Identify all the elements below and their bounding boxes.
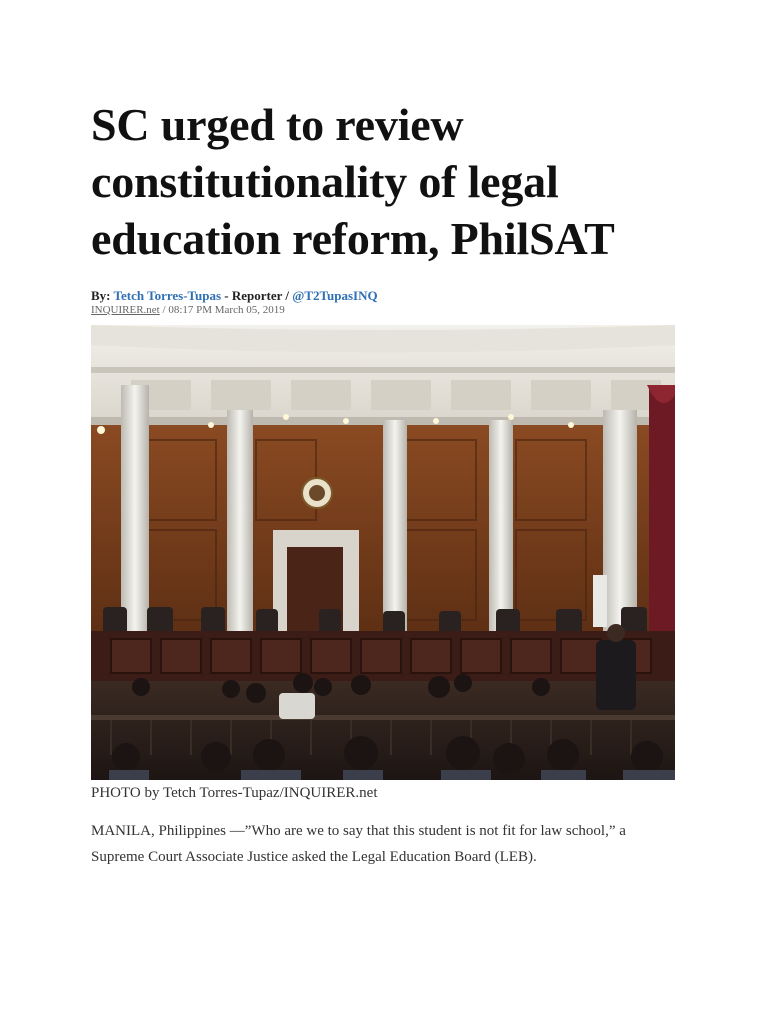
article-photo: [91, 325, 675, 780]
photo-caption: PHOTO by Tetch Torres-Tupaz/INQUIRER.net: [91, 785, 378, 801]
timestamp: 08:17 PM March 05, 2019: [168, 304, 285, 316]
headline: SC urged to review constitutionality of legal education reform, PhilSAT: [91, 99, 615, 264]
dateline-separator: /: [159, 304, 169, 316]
article-lede: MANILA, Philippines —”Who are we to say that this student is not fit for law school,” a Supreme Court Associate Justice asked the Legal Education Board (LEB).: [91, 823, 626, 865]
byline: [91, 288, 378, 304]
author-link[interactable]: Tetch Torres-Tupas: [113, 288, 222, 303]
dateline: [91, 304, 285, 316]
byline-prefix: By:: [91, 288, 114, 303]
byline-role: - Reporter /: [221, 288, 293, 303]
twitter-handle-link[interactable]: @T2TupasINQ: [292, 288, 378, 303]
courtroom-illustration: [91, 325, 675, 780]
source-link[interactable]: INQUIRER.net: [91, 304, 160, 316]
